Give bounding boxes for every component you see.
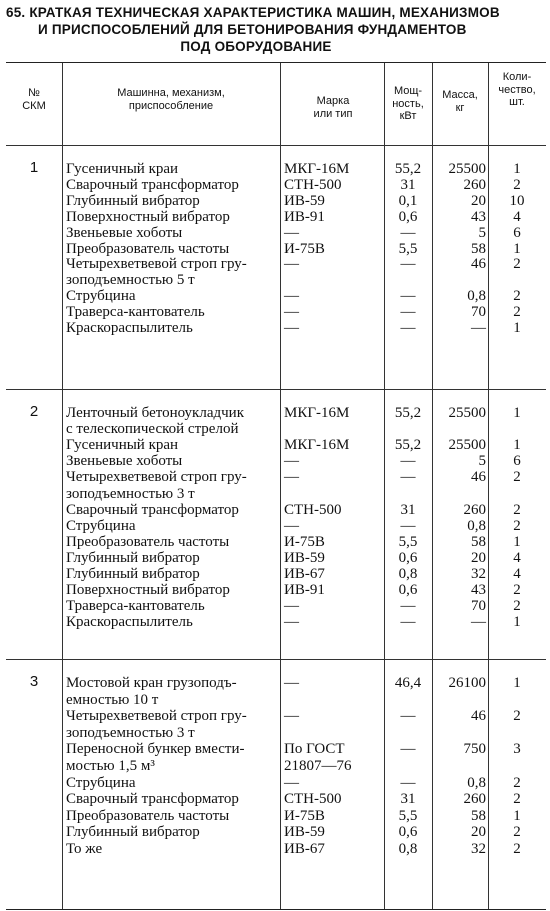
item-quantity: 2 [513, 774, 521, 791]
item-name: емностью 10 т [66, 691, 159, 708]
item-name: зоподъемностью 5 т [66, 272, 195, 289]
item-mark: ИВ-59 [284, 824, 325, 841]
table-row [6, 320, 546, 336]
item-power: — [400, 288, 416, 305]
item-power: — [400, 453, 416, 470]
item-mass: 43 [471, 582, 486, 599]
item-mark: — [284, 598, 299, 615]
item-mark: — [284, 708, 299, 725]
table-row [6, 453, 546, 469]
header-rule [6, 145, 546, 146]
item-mass: 260 [463, 791, 486, 808]
item-mark: ИВ-59 [284, 549, 325, 566]
item-name: Поверхностный вибратор [66, 582, 230, 599]
item-mass: 26100 [448, 675, 486, 691]
item-name: Глубинный вибратор [66, 566, 200, 582]
table-row [6, 486, 546, 502]
item-name: Струбцина [66, 517, 136, 534]
item-quantity: 2 [513, 256, 521, 273]
table-row [6, 225, 546, 241]
item-power: — [400, 708, 416, 725]
table-row [6, 675, 546, 691]
item-quantity: 2 [513, 598, 521, 615]
item-mark: — [284, 304, 299, 321]
item-mass: 20 [471, 192, 486, 209]
table-row [6, 193, 546, 209]
item-mass: 20 [471, 549, 486, 566]
table-row [6, 824, 546, 840]
item-mass: 260 [463, 176, 486, 193]
item-mass: 32 [471, 841, 486, 857]
item-mark: — [284, 453, 299, 470]
item-mark: МКГ-16М [284, 405, 350, 421]
item-name: Краскораспылитель [66, 320, 193, 336]
item-power: — [400, 517, 416, 534]
item-name: Сварочный трансформатор [66, 176, 239, 193]
item-quantity: 2 [513, 288, 521, 305]
item-mass: 46 [471, 708, 486, 725]
item-power: 55,2 [394, 161, 422, 177]
item-power: 55,2 [394, 437, 422, 454]
item-mark: — [284, 774, 299, 791]
item-name: Глубинный вибратор [66, 192, 200, 209]
item-name: Траверса-кантователь [66, 304, 205, 321]
item-mark: И-75В [284, 807, 325, 824]
table-row [6, 421, 546, 437]
item-quantity: 10 [509, 192, 525, 209]
item-mass: 58 [471, 533, 486, 550]
item-mass: 0,8 [467, 517, 486, 534]
table-row [6, 614, 546, 630]
group-number: 3 [29, 673, 39, 690]
item-power: 0,1 [398, 192, 418, 209]
item-name: Переносной бункер вмести- [66, 741, 245, 758]
item-power: 46,4 [394, 675, 422, 691]
table-row [6, 241, 546, 257]
item-mass: 46 [471, 256, 486, 273]
table-row [6, 177, 546, 193]
item-power: 5,5 [398, 240, 418, 257]
table-row [6, 437, 546, 453]
item-mass: 25500 [448, 437, 486, 454]
item-power: — [400, 256, 416, 273]
item-quantity: 1 [513, 320, 521, 336]
item-quantity: 1 [513, 437, 521, 454]
item-name: Глубинный вибратор [66, 549, 200, 566]
item-quantity: 1 [513, 675, 521, 691]
item-mark: СТН-500 [284, 501, 342, 518]
item-power: 55,2 [394, 405, 422, 421]
table-row [6, 566, 546, 582]
item-power: — [400, 320, 416, 336]
item-mark: ИВ-91 [284, 582, 325, 599]
item-mass: 70 [471, 304, 486, 321]
item-power: — [400, 304, 416, 321]
item-mark: СТН-500 [284, 791, 342, 808]
table-row [6, 304, 546, 320]
item-mark: — [284, 288, 299, 305]
table-row [6, 161, 546, 177]
table-row [6, 841, 546, 857]
item-mass: — [471, 320, 486, 336]
item-quantity: 1 [513, 533, 521, 550]
item-mass: 58 [471, 807, 486, 824]
table-caption [6, 4, 546, 55]
item-quantity: 4 [513, 549, 521, 566]
table-row [6, 550, 546, 566]
item-name: Мостовой кран грузоподъ- [66, 675, 237, 691]
table-row [6, 256, 546, 272]
item-mass: 0,8 [467, 288, 486, 305]
header-qty: Коли- чество, шт. [498, 71, 536, 108]
item-mass: — [471, 614, 486, 631]
item-mass: 5 [478, 224, 486, 241]
table-row [6, 791, 546, 807]
caption-line-3: ПОД ОБОРУДОВАНИЕ [180, 39, 332, 54]
header-power: Мощ- ность, кВт [392, 85, 424, 122]
item-mass: 750 [463, 741, 486, 758]
table-row [6, 534, 546, 550]
item-name: Сварочный трансформатор [66, 501, 239, 518]
item-power: — [400, 469, 416, 486]
item-mass: 70 [471, 598, 486, 615]
item-mark: — [284, 320, 299, 336]
item-power: 0,6 [398, 582, 418, 599]
item-power: 0,6 [398, 208, 418, 225]
item-power: — [400, 774, 416, 791]
header-mass: Масса, кг [442, 89, 478, 114]
item-quantity: 2 [513, 517, 521, 534]
item-mark: СТН-500 [284, 176, 342, 193]
item-name: Глубинный вибратор [66, 824, 200, 841]
item-name: То же [66, 841, 103, 857]
item-name: Четырехветвевой строп гру- [66, 256, 247, 273]
item-name: Траверса-кантователь [66, 598, 205, 615]
item-quantity: 2 [513, 501, 521, 518]
item-mass: 25500 [448, 161, 486, 177]
item-name: Гусеничный кран [66, 437, 179, 454]
caption-line-1: 65. КРАТКАЯ ТЕХНИЧЕСКАЯ ХАРАКТЕРИСТИКА МАШИН, МЕХАНИЗМОВ [6, 5, 500, 20]
item-mass: 0,8 [467, 774, 486, 791]
item-quantity: 2 [513, 841, 521, 857]
item-quantity: 1 [513, 405, 521, 421]
item-mass: 46 [471, 469, 486, 486]
item-quantity: 2 [513, 469, 521, 486]
item-quantity: 6 [513, 224, 521, 241]
equipment-table [6, 62, 546, 910]
item-mark: ИВ-67 [284, 841, 325, 857]
item-quantity: 2 [513, 791, 521, 808]
item-name: Преобразователь частоты [66, 807, 230, 824]
item-power: 31 [400, 176, 416, 193]
table-row [6, 758, 546, 774]
item-mass: 260 [463, 501, 486, 518]
item-power: 31 [400, 791, 416, 808]
header-mark: Марка или тип [313, 95, 353, 120]
item-power: — [400, 614, 416, 631]
item-quantity: 4 [513, 208, 521, 225]
table-row [6, 692, 546, 708]
table-row [6, 708, 546, 724]
group-rule [6, 659, 546, 660]
item-mark: — [284, 469, 299, 486]
item-name: Гусеничный краи [66, 161, 179, 177]
item-name: Сварочный трансформатор [66, 791, 239, 808]
item-quantity: 4 [513, 566, 521, 582]
item-mark: И-75В [284, 240, 325, 257]
group-number: 2 [29, 403, 39, 420]
table-row [6, 272, 546, 288]
item-mark: По ГОСТ [284, 741, 345, 758]
item-mass: 25500 [448, 405, 486, 421]
item-name: мостью 1,5 м³ [66, 758, 155, 774]
item-power: 5,5 [398, 533, 418, 550]
item-quantity: 2 [513, 582, 521, 599]
item-mark: МКГ-16М [284, 437, 350, 454]
caption-line-2: И ПРИСПОСОБЛЕНИЙ ДЛЯ БЕТОНИРОВАНИЯ ФУНДАМЕНТОВ [38, 22, 467, 37]
item-mark: МКГ-16М [284, 161, 350, 177]
item-name: Ленточный бетоноукладчик [66, 405, 244, 421]
item-mark: — [284, 517, 299, 534]
item-mark: 21807—76 [284, 758, 352, 774]
item-quantity: 2 [513, 176, 521, 193]
table-row [6, 469, 546, 485]
item-mark: И-75В [284, 533, 325, 550]
header-skm: № СКМ [22, 87, 46, 112]
table-row [6, 502, 546, 518]
item-name: Преобразователь частоты [66, 533, 230, 550]
item-mark: ИВ-59 [284, 192, 325, 209]
item-quantity: 2 [513, 824, 521, 841]
item-power: — [400, 741, 416, 758]
item-quantity: 2 [513, 304, 521, 321]
item-mass: 5 [478, 453, 486, 470]
item-name: Четырехветвевой строп гру- [66, 708, 247, 725]
item-name: Звеньевые хоботы [66, 224, 183, 241]
item-power: 0,8 [398, 566, 418, 582]
item-name: зоподъемностью 3 т [66, 485, 195, 502]
table-row [6, 582, 546, 598]
item-mass: 32 [471, 566, 486, 582]
item-name: Звеньевые хоботы [66, 453, 183, 470]
item-mass: 43 [471, 208, 486, 225]
table-row [6, 598, 546, 614]
item-power: 0,6 [398, 549, 418, 566]
item-quantity: 1 [513, 807, 521, 824]
table-row [6, 725, 546, 741]
item-name: с телескопической стрелой [66, 421, 239, 438]
item-mass: 20 [471, 824, 486, 841]
group-number: 1 [29, 159, 39, 176]
item-name: Преобразователь частоты [66, 240, 230, 257]
header-name: Машинна, механизм, приспособление [117, 87, 225, 112]
table-row [6, 808, 546, 824]
item-power: 0,6 [398, 824, 418, 841]
table-row [6, 405, 546, 421]
item-power: 31 [400, 501, 416, 518]
item-name: Струбцина [66, 288, 136, 305]
group-rule [6, 389, 546, 390]
item-quantity: 6 [513, 453, 521, 470]
table-row [6, 288, 546, 304]
item-mass: 58 [471, 240, 486, 257]
item-mark: — [284, 675, 299, 691]
table-row [6, 741, 546, 757]
item-power: — [400, 598, 416, 615]
item-quantity: 1 [513, 240, 521, 257]
item-name: Четырехветвевой строп гру- [66, 469, 247, 486]
item-quantity: 1 [513, 161, 521, 177]
item-mark: — [284, 224, 299, 241]
item-quantity: 3 [513, 741, 521, 758]
item-mark: ИВ-91 [284, 208, 325, 225]
item-name: зоподъемностью 3 т [66, 724, 195, 741]
item-mark: — [284, 256, 299, 273]
item-quantity: 2 [513, 708, 521, 725]
item-name: Струбцина [66, 774, 136, 791]
item-name: Поверхностный вибратор [66, 208, 230, 225]
table-row [6, 775, 546, 791]
item-power: 0,8 [398, 841, 418, 857]
table-row [6, 209, 546, 225]
item-quantity: 1 [513, 614, 521, 631]
item-name: Краскораспылитель [66, 614, 193, 631]
item-power: — [400, 224, 416, 241]
item-mark: ИВ-67 [284, 566, 325, 582]
item-mark: — [284, 614, 299, 631]
item-power: 5,5 [398, 807, 418, 824]
table-row [6, 518, 546, 534]
